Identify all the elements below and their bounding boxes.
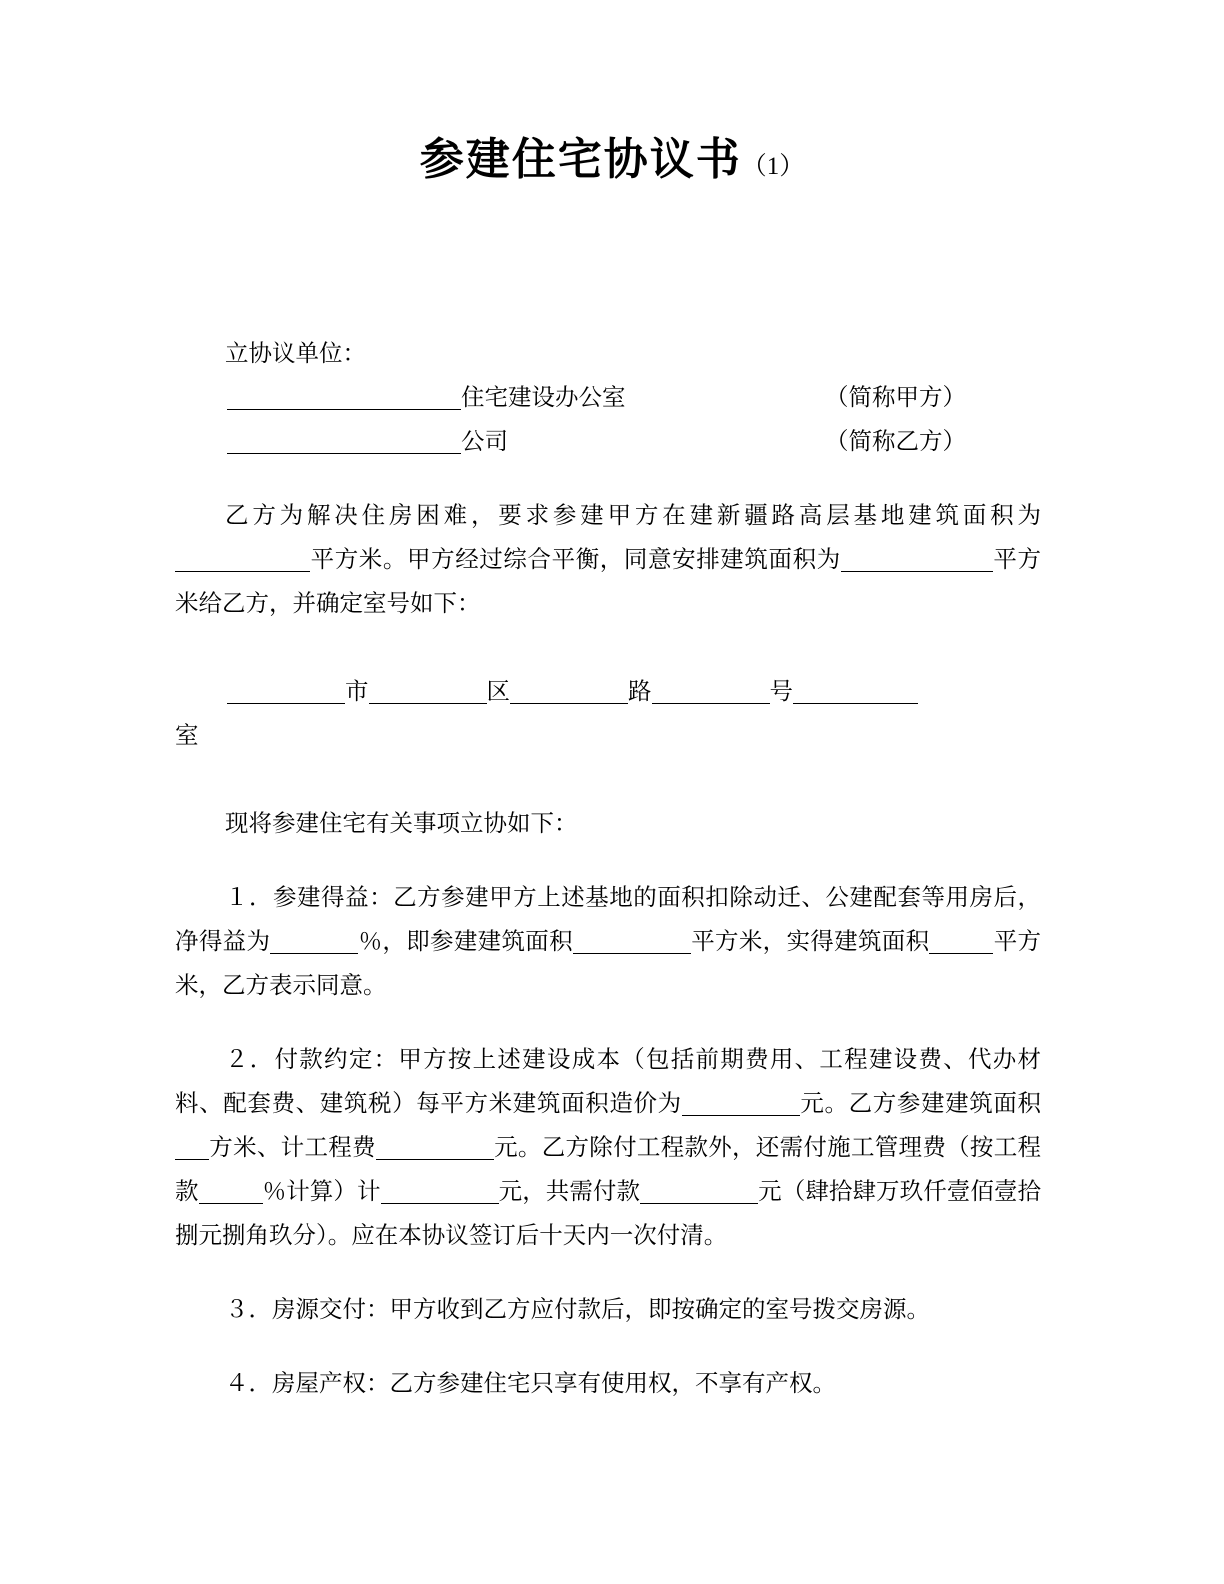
clause-2-project-fee-blank[interactable]: [376, 1134, 494, 1160]
lead-in-paragraph: 现将参建住宅有关事项立协如下：: [225, 811, 578, 837]
preamble-part1: 乙方为解决住房困难，要求参建甲方在建新疆路高层基地建筑面积为: [225, 503, 1041, 529]
address-road-blank[interactable]: [510, 678, 628, 704]
clause-2-total-blank[interactable]: [640, 1178, 758, 1204]
clause-2-part4: 元。乙方除付工程款外，还需付施工管理费（按工程款: [175, 1135, 1042, 1205]
party-a-label: 住宅建设办公室: [461, 385, 626, 411]
clause-4: [175, 1362, 1041, 1406]
party-b-row: [175, 420, 1041, 464]
preamble-paragraph: [175, 494, 1041, 626]
clause-3: [175, 1288, 1041, 1332]
clause-1-part4: 平方米，乙方表示同意。: [175, 929, 1042, 999]
clause-2-mgmt-percent-blank[interactable]: [199, 1178, 263, 1204]
party-b-name-blank[interactable]: [227, 428, 461, 454]
clause-2-number: ２．: [225, 1047, 275, 1073]
clause-4-part1: 乙方参建住宅只享有使用权，不享有产权。: [389, 1371, 836, 1397]
document-body: [175, 332, 1041, 1406]
spacer: [175, 846, 1041, 876]
spacer: [175, 1332, 1041, 1362]
clause-2-part2: 元。乙方参建建筑面积: [799, 1091, 1042, 1117]
party-a-name-blank[interactable]: [227, 384, 461, 410]
party-a-row: [175, 376, 1041, 420]
clause-3-heading: 房源交付：: [272, 1297, 390, 1323]
preamble-area-blank-2[interactable]: [841, 546, 993, 572]
spacer: [175, 1008, 1041, 1038]
clause-2-part3: 方米、计工程费: [209, 1135, 376, 1161]
address-line: [175, 670, 1041, 714]
clause-2-area-blank[interactable]: [175, 1134, 209, 1160]
clause-4-number: ４．: [225, 1371, 272, 1397]
clause-1-area-blank-1[interactable]: [573, 928, 691, 954]
party-b-label: 公司: [461, 429, 508, 455]
clause-2-part7: 元（肆拾肆万玖仟壹佰壹拾捌元捌角玖分）。应在本协议签订后十天内一次付清。: [175, 1179, 1042, 1249]
clause-4-heading: 房屋产权：: [272, 1371, 390, 1397]
party-b-alias: （简称乙方）: [825, 429, 966, 455]
address-number-label: 号: [769, 679, 793, 705]
party-b-line: [227, 420, 508, 464]
spacer: [175, 626, 1041, 670]
address-district-blank[interactable]: [369, 678, 487, 704]
clause-1-part2: ％，即参建建筑面积: [358, 929, 573, 955]
clause-1-number: １．: [225, 885, 274, 911]
address-district-label: 区: [486, 679, 510, 705]
clause-1-part1: 乙方参建甲方上述基地的面积扣除动迁、公建配套等用房后，净得益为: [175, 885, 1042, 955]
address-city-label: 市: [345, 679, 369, 705]
clause-2: [175, 1038, 1041, 1258]
preamble-part3: 平方米给乙方，并确定室号如下：: [175, 547, 1042, 617]
document-title: [0, 135, 1224, 184]
address-city-blank[interactable]: [227, 678, 345, 704]
spacer: [175, 1258, 1041, 1288]
clause-1-area-blank-2[interactable]: [929, 928, 993, 954]
spacer: [175, 758, 1041, 802]
clause-2-part5: ％计算）计: [262, 1179, 381, 1205]
party-a-line: [227, 376, 626, 420]
address-road-label: 路: [628, 679, 652, 705]
clause-2-part1: 甲方按上述建设成本（包括前期费用、工程建设费、代办材料、配套费、建筑税）每平方米建筑面积造价为: [175, 1047, 1041, 1117]
preamble-part2: 平方米。甲方经过综合平衡，同意安排建筑面积为: [310, 547, 841, 573]
spacer: [175, 464, 1041, 494]
preamble-area-blank-1[interactable]: [175, 546, 310, 572]
clause-2-mgmt-fee-blank[interactable]: [381, 1178, 499, 1204]
party-a-alias: （简称甲方）: [825, 385, 966, 411]
clause-1: [175, 876, 1041, 1008]
document-title-main: 参建住宅协议书: [419, 135, 742, 184]
address-room-label: 室: [175, 723, 199, 749]
clause-3-number: ３．: [225, 1297, 272, 1323]
document-title-suffix: （1）: [741, 153, 805, 180]
clause-3-part1: 甲方收到乙方应付款后，即按确定的室号拨交房源。: [389, 1297, 930, 1323]
clause-2-heading: 付款约定：: [274, 1047, 399, 1073]
clause-2-unit-price-blank[interactable]: [682, 1090, 800, 1116]
clause-1-heading: 参建得益：: [273, 885, 394, 911]
parties-heading: 立协议单位：: [225, 341, 366, 367]
clause-1-percent-blank[interactable]: [270, 928, 358, 954]
clause-2-part6: 元，共需付款: [498, 1179, 641, 1205]
address-room-blank[interactable]: [793, 678, 918, 704]
clause-1-part3: 平方米，实得建筑面积: [690, 929, 930, 955]
address-number-blank[interactable]: [652, 678, 770, 704]
